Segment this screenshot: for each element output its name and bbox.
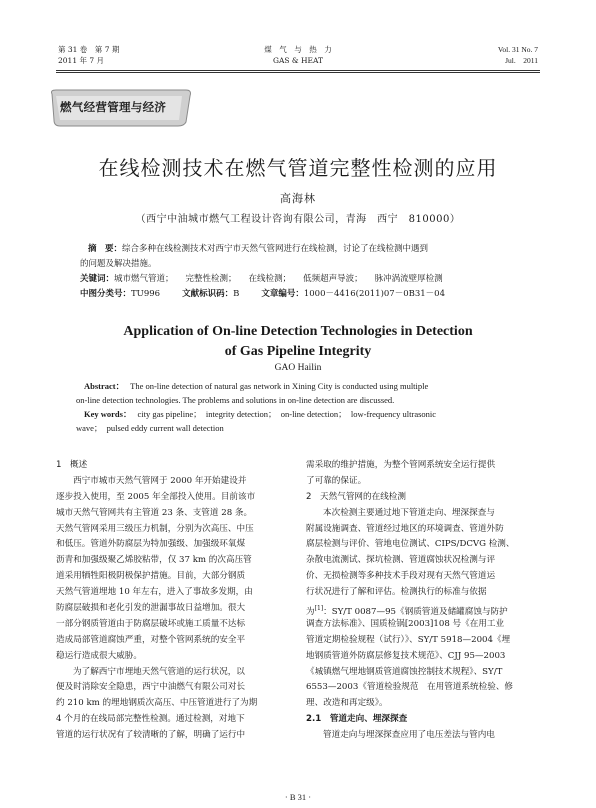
journal-name-en: GAS & HEAT	[272, 56, 323, 65]
abstract-en-line-1: The on-line detection of natural gas network in Xining City is conducted using multiple	[130, 381, 429, 391]
keyword-2: 完整性检测；	[185, 274, 237, 284]
page-number: · B 31 ·	[284, 792, 312, 802]
body-text-line: 沥青和加强级聚乙烯胶粘带，仅 37 km 的次高压管	[56, 555, 252, 566]
column-banner	[46, 86, 194, 130]
body-left-column	[56, 458, 296, 744]
body-text-line: 腐层检测与评价、管地电位测试、CIPS/DCVG 检测、	[306, 539, 515, 550]
title-en-line-2: of Gas Pipeline Integrity	[224, 344, 372, 359]
section-heading: 2.1 管道走向、埋深探查	[306, 714, 408, 725]
abstract-cn	[80, 242, 538, 302]
banner-label: 燃气经营管理与经济	[60, 100, 167, 114]
keywords-label: 关键词：	[80, 274, 115, 284]
keyword-3: 在线检测；	[248, 274, 292, 284]
body-text-line: 为了解西宁市埋地天然气管道的运行状况，以	[73, 666, 245, 677]
clc-value: TU996	[131, 289, 161, 299]
section-heading: 2 天然气管网的在线检测	[306, 491, 406, 502]
author-cn: 高海林	[280, 192, 316, 205]
doc-code-value: B	[233, 289, 240, 299]
clc-label: 中图分类号：	[80, 289, 132, 299]
header-rule-thin	[56, 72, 540, 73]
body-text-line: 4 个月的在线局部完整性检测。通过检测，对地下	[56, 714, 245, 725]
keyword-5: 脉冲涡流壁厚检测	[374, 274, 443, 284]
keywords-en-label: Key words：	[84, 409, 132, 419]
keyword-1: 城市燃气管道；	[114, 274, 174, 284]
body-text-line: 稳运行造成很大威胁。	[56, 650, 142, 661]
body-text-line: 管道的运行状况有了较清晰的了解，明确了运行中	[56, 730, 246, 741]
abstract-en-label: Abstract：	[84, 381, 125, 391]
body-text-line: 《城镇燃气埋地钢质管道腐蚀控制技术规程》、SY/T	[306, 666, 503, 677]
body-text-line: 西宁市城市天然气管网于 2000 年开始建设并	[73, 475, 247, 486]
body-text-line: 城市天然气管网共有主管道 23 条、支管道 28 条。	[56, 507, 253, 518]
volume-issue: 第 31 卷 第 7 期	[58, 45, 120, 54]
article-no-label: 文章编号：	[261, 289, 304, 299]
body-text-line: 理、改造和再定级》。	[306, 698, 388, 709]
body-text-line: 杂散电流测试、探坑检测、管道腐蚀状况检测与评	[306, 555, 496, 566]
body-text-line: 约 210 km 的埋地钢质次高压、中压管道进行了为期	[56, 698, 258, 709]
header-rule	[56, 70, 540, 71]
body-text-line: 附属设施调查、管道经过地区的环境调查、管道外防	[306, 523, 504, 534]
citation-marker: [1]	[314, 605, 324, 613]
body-text-line: 便及时消除安全隐患，西宁中油燃气有限公司对长	[56, 682, 246, 693]
body-right-column	[306, 458, 546, 744]
body-text-line: 天然气管道埋地 10 年左右，进入了事故多发期，由	[56, 587, 253, 598]
body-text-line: 防腐层破损和老化引发的泄漏事故日益增加。很大	[56, 603, 246, 614]
issue-date: 2011 年 7 月	[58, 56, 105, 65]
doc-code-label: 文献标识码：	[182, 289, 234, 299]
keywords-en-line-1: city gas pipeline； integrity detection； on-line detection； low-frequency ultrasonic	[137, 409, 437, 419]
body-text-line: 本次检测主要通过地下管道走向、埋深探查与	[323, 507, 495, 518]
abstract-label: 摘 要：	[88, 244, 123, 254]
journal-volume-info-en	[498, 44, 538, 66]
abstract-en-line-2: on-line detection technologies. The problems and solutions in on-line detection are discussed.	[76, 395, 395, 405]
affiliation-cn: （西宁中油城市燃气工程设计咨询有限公司，青海 西宁 810000）	[135, 214, 461, 225]
body-text-line: 了可靠的保证。	[306, 475, 367, 486]
keywords-en-line-2: wave； pulsed eddy current wall detection	[76, 423, 224, 433]
abstract-en	[76, 379, 541, 435]
volume-issue-en: Vol. 31 No. 7	[497, 45, 538, 54]
body-text-line: 管道定期检验规程（试行）》、SY/T 5918—2004《埋	[306, 634, 511, 645]
body-text-line: 需采取的维护措施，为整个管网系统安全运行提供	[306, 460, 496, 470]
abstract-line-2: 的问题及解决措施。	[80, 259, 157, 269]
body-text-line: 逐步投入使用，至 2005 年全部投入使用。目前该市	[56, 491, 256, 502]
article-title-cn: 在线检测技术在燃气管道完整性检测的应用	[98, 156, 498, 180]
body-text-line: 6553—2003《管道检验规范 在用管道系统检验、修	[306, 682, 514, 693]
author-en: GAO Hailin	[274, 363, 322, 373]
body-text-line: 天然气管网采用三级压力机制，分别为次高压、中压	[56, 523, 254, 534]
body-text-line: 管道走向与埋深探查应用了电压差法与管内电	[323, 730, 495, 741]
abstract-line-1: 综合多种在线检测技术对西宁市天然气管网进行在线检测，讨论了在线检测中遇到	[122, 244, 429, 254]
journal-name-cn: 煤 气 与 热 力	[264, 45, 332, 54]
section-heading: 1 概述	[56, 460, 88, 470]
body-text-line: 道采用牺牲阳极阴极保护措施。目前，大部分钢质	[56, 571, 246, 582]
body-text-line: 行状况进行了解和评估。检测执行的标准与依据	[306, 587, 487, 598]
issue-date-en: Jul. 2011	[505, 56, 538, 65]
article-no-value: 1000－4416(2011)07－0B31－04	[303, 289, 445, 299]
body-text-line: 造成局部管道腐蚀严重，对整个管网系统的安全平	[56, 634, 246, 645]
body-text-line: 价、无损检测等多种技术手段对现有天然气管道运	[306, 571, 496, 582]
body-text-line: 调查方法标准》、国质检锅[2003]108 号《在用工业	[306, 618, 505, 629]
article-title-en	[0, 322, 596, 362]
body-text-line: 和低压。管道外防腐层为特加强级、加强级环氧煤	[56, 539, 246, 550]
body-text-line: 一部分钢质管道由于防腐层破坏或施工质量不达标	[56, 618, 246, 629]
title-en-line-1: Application of On-line Detection Technologies in Detection	[123, 324, 473, 339]
body-text-line: 地钢质管道外防腐层修复技术规范》、CJJ 95—2003	[306, 650, 506, 661]
body-text-line: 为[1]：SY/T 0087—95《钢质管道及储罐腐蚀与防护	[306, 605, 508, 617]
keyword-4: 低频超声导波；	[303, 274, 363, 284]
